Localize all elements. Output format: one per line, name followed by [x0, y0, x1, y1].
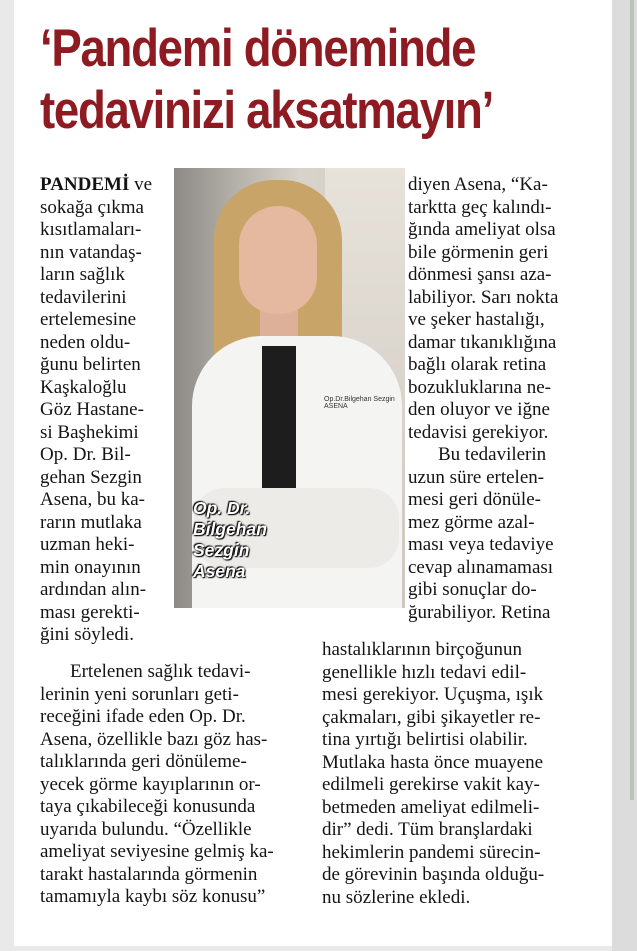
lower-right-line: nu sözlerine ekledi. — [322, 886, 471, 908]
right-line: ması veya tedaviye — [408, 534, 554, 555]
left-line: Op. Dr. Bil- — [40, 444, 131, 465]
right-line: bozukluklarına ne- — [408, 376, 551, 398]
left-line: min onayının — [40, 556, 141, 578]
left-line: neden oldu- — [40, 331, 131, 353]
left-line: ertelemesine — [40, 309, 137, 330]
right-line: den oluyor ve iğne — [408, 399, 550, 420]
right-line: tarktta geç kalındı- — [408, 196, 552, 218]
left-line: ğini söyledi. — [40, 624, 134, 645]
left-line: ğunu belirten — [40, 354, 141, 375]
lower-right-line: hastalıklarının birçoğunun — [322, 639, 522, 660]
right-column — [408, 174, 586, 624]
left-line: si Başhekimi — [40, 421, 139, 443]
headline — [40, 18, 522, 142]
left-line: gehan Sezgin — [40, 466, 142, 488]
lower-left-line: Asena, özellikle bazı göz has- — [40, 728, 268, 750]
lower-right-line: Mutlaka hasta önce muayene — [322, 751, 544, 773]
right-line: bile görmenin geri — [408, 241, 549, 263]
coat-name-tag: Op.Dr.Bilgehan Sezgin ASENA — [324, 396, 395, 410]
lower-left-paragraph — [40, 661, 315, 909]
lower-left-line: ameliyat seviyesine gelmiş ka- — [40, 841, 274, 862]
photo-caption — [193, 498, 267, 582]
photo-face — [239, 206, 317, 314]
caption-line: Op. Dr. — [193, 498, 251, 518]
right-line: damar tıkanıklığına — [408, 331, 557, 353]
caption-line: Asena — [193, 561, 246, 581]
lower-left-line: tarakt hastalarında görmenin — [40, 863, 258, 885]
lower-left-line: talıklarında geri dönüleme- — [40, 751, 247, 772]
lower-right-line: dir” dedi. Tüm branşlardaki — [322, 819, 533, 840]
right-line: bağlı olarak retina — [408, 354, 547, 375]
lower-right-line: edilmeli gerekirse vakit kay- — [322, 774, 540, 795]
right-line: ğurabiliyor. Retina — [408, 601, 551, 623]
caption-line: Bilgehan — [193, 519, 267, 539]
edge-bar — [630, 0, 634, 800]
right-line: mesi geri dönüle- — [408, 489, 541, 510]
left-line: rarın mutlaka — [40, 511, 142, 533]
right-line: gibi sonuçlar do- — [408, 579, 537, 600]
headline-line-1: ‘Pandemi döneminde — [40, 19, 476, 78]
left-line: tedavilerini — [40, 286, 127, 308]
lower-left-line: yecek görme kayıplarının or- — [40, 773, 261, 795]
left-line: kısıtlamaları- — [40, 219, 142, 240]
lower-right-line: çakmaları, gibi şikayetler re- — [322, 706, 541, 728]
right-line: ve şeker hastalığı, — [408, 309, 545, 330]
left-line-0-text: ve — [129, 174, 153, 195]
left-line: ması gerekti- — [40, 601, 140, 623]
left-line-0 — [40, 174, 170, 197]
left-line: Göz Hastane- — [40, 399, 144, 420]
right-line: tedavisi gerekiyor. — [408, 421, 549, 443]
lower-right-line: mesi gerekiyor. Uçuşma, ışık — [322, 684, 544, 705]
lower-left-line: uyarıda bulundu. “Özellikle — [40, 818, 252, 840]
right-line: mez görme azal- — [408, 511, 535, 533]
lower-right-paragraph — [322, 639, 586, 909]
right-line: Bu tedavilerin — [438, 444, 547, 465]
left-line: ardından alın- — [40, 579, 147, 600]
right-line: labiliyor. Sarı nokta — [408, 286, 559, 308]
page-edge — [612, 0, 637, 951]
lower-left-line: Ertelenen sağlık tedavi- — [70, 661, 251, 682]
lower-right-line: betmeden ameliyat edilmeli- — [322, 796, 540, 818]
right-line: cevap alınamaması — [408, 556, 554, 578]
lower-right-line: hekimlerin pandemi sürecin- — [322, 841, 541, 863]
left-line: Kaşkaloğlu — [40, 376, 127, 398]
left-line: ların sağlık — [40, 264, 125, 285]
caption-line: Sezgin — [193, 540, 250, 560]
right-line: diyen Asena, “Ka- — [408, 174, 548, 195]
lower-right-line: de görevinin başında olduğu- — [322, 864, 545, 885]
lower-left-line: receğini ifade eden Op. Dr. — [40, 706, 246, 727]
lower-left-line: taya çıkabileceği konusunda — [40, 796, 256, 817]
left-column — [40, 174, 170, 647]
left-line: Asena, bu ka- — [40, 489, 145, 510]
left-line: sokağa çıkma — [40, 196, 144, 218]
lower-left-line: tamamıyla kaybı söz konusu” — [40, 886, 266, 907]
right-line: dönmesi şansı aza- — [408, 264, 552, 285]
right-line: uzun süre ertelen- — [408, 466, 545, 488]
headline-line-2: tedavinizi aksatmayın’ — [40, 81, 493, 140]
lead-word: PANDEMİ — [40, 174, 130, 195]
photo-shirt — [262, 346, 296, 496]
lower-right-line: genellikle hızlı tedavi edil- — [322, 661, 527, 683]
left-line: uzman heki- — [40, 534, 135, 555]
right-line: ğında ameliyat olsa — [408, 219, 556, 240]
lower-left-line: lerinin yeni sorunları geti- — [40, 683, 239, 705]
lower-right-line: tina yırtığı belirtisi olabilir. — [322, 729, 528, 750]
left-line: nın vatandaş- — [40, 241, 142, 263]
